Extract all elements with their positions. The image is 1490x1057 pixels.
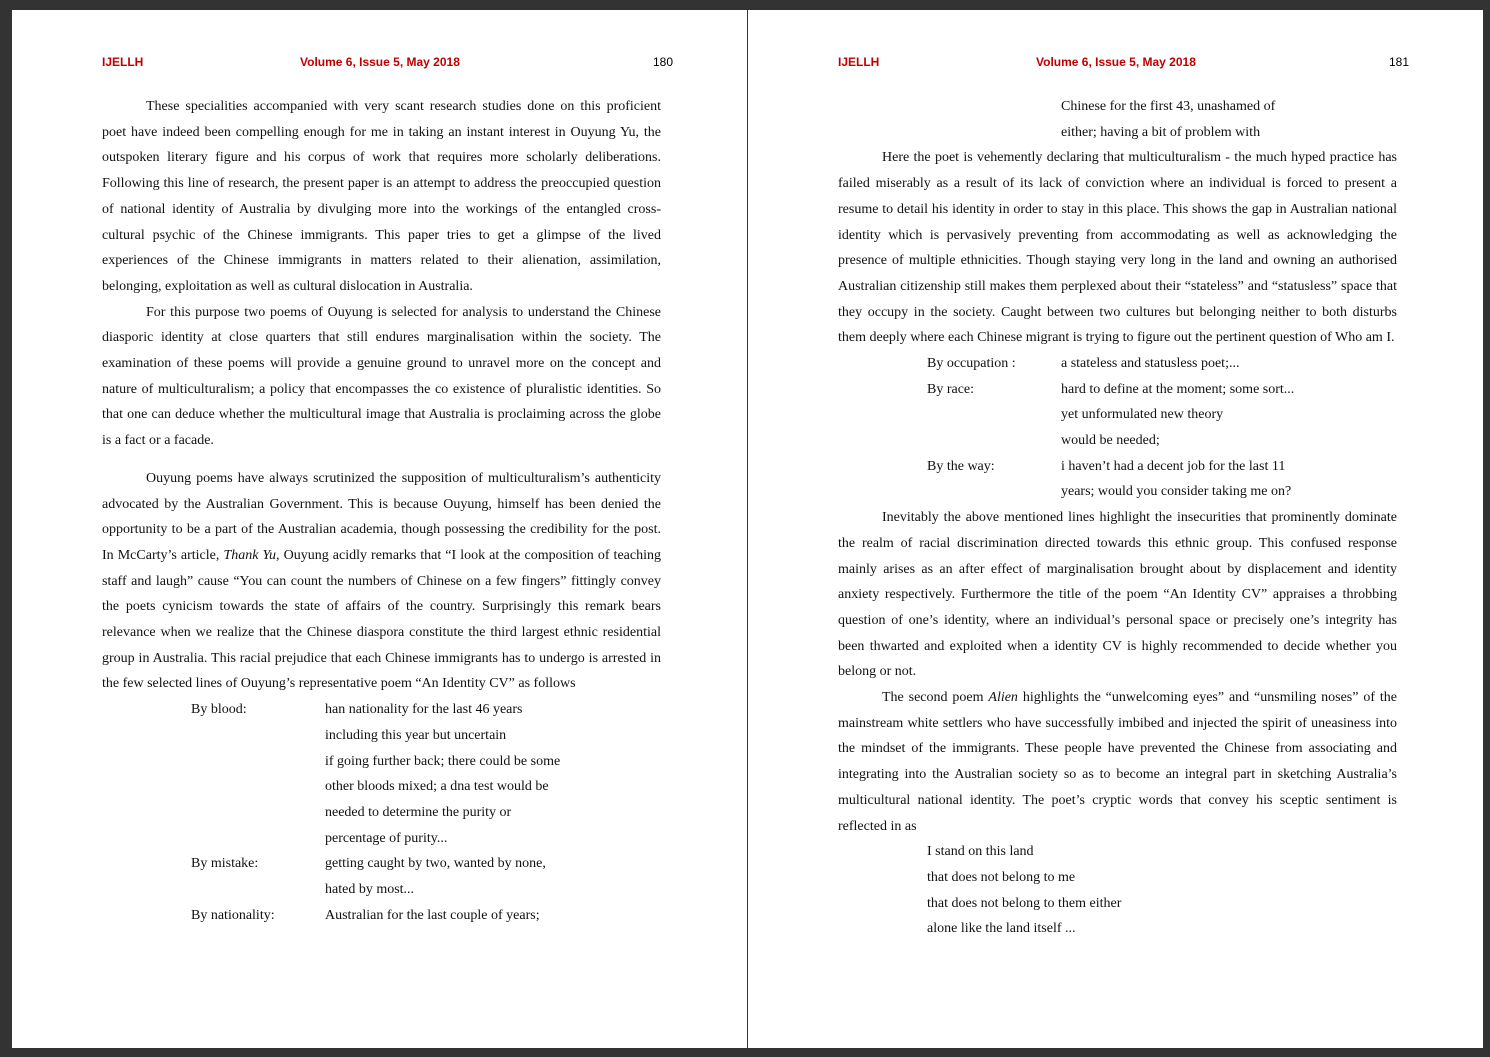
- italic-title: Alien: [988, 690, 1018, 706]
- volume-issue: Volume 6, Issue 5, May 2018: [1036, 55, 1196, 69]
- poem-line: Chinese for the first 43, unashamed of: [1061, 99, 1276, 114]
- poem-label: By occupation :: [927, 356, 1016, 372]
- verse-line: alone like the land itself ...: [927, 921, 1076, 937]
- paragraph: Here the poet is vehemently declaring that multiculturalism - the much hyped practice has failed miserably as a result of its lack of conviction where an individual is forced to present a resume to detail his identity in order to stay in this place. This shows the gap in Australian national identity which is pervasively preventing from accommodating as well as acknowledging the presence of multiple ethnicities. Though staying very long in the land and owning an authorised Australian citizenship still makes them perplexed about their “stateless” and “statusless” space that they occupy in the society. Caught between two cultures but belonging neither to both disturbs them deeply where each Chinese migrant is trying to figure out the pertinent question of Who am I.: [838, 150, 1397, 346]
- poem-line: i haven’t had a decent job for the last 11: [1061, 458, 1286, 474]
- page-body: [102, 94, 661, 928]
- verse-line: that does not belong to me: [927, 870, 1076, 885]
- journal-name: IJELLH: [838, 55, 880, 69]
- paragraph: For this purpose two poems of Ouyung is selected for analysis to understand the Chinese diasporic identity at close quarters that still endures marginalisation within the society. The examination of these poems will provide a genuine ground to unravel more on the concept and nature of multiculturalism; a policy that encompasses the co existence of pluralistic identities. So that one can deduce whether the multicultural image that Australia is proclaiming across the globe is a fact or a facade.: [102, 304, 661, 449]
- poem-line: would be needed;: [1061, 433, 1160, 449]
- poem-line: years; would you consider taking me on?: [1061, 484, 1292, 500]
- verse-line: that does not belong to them either: [927, 895, 1122, 911]
- poem-label: By race:: [927, 381, 975, 397]
- poem-label: By mistake:: [191, 856, 259, 872]
- poem-alien: [838, 839, 1397, 942]
- page-180: [12, 10, 747, 1048]
- page-number: 181: [1388, 55, 1409, 69]
- journal-name: IJELLH: [102, 55, 144, 69]
- page-number: 180: [652, 55, 673, 69]
- poem-line: percentage of purity...: [325, 830, 448, 846]
- poem-line: if going further back; there could be some: [325, 753, 561, 769]
- poem-line: hard to define at the moment; some sort...: [1061, 381, 1295, 397]
- poem-line: a stateless and statusless poet;...: [1061, 356, 1240, 372]
- verse-line: I stand on this land: [927, 844, 1034, 860]
- poem-line: getting caught by two, wanted by none,: [325, 856, 546, 872]
- page-body: [838, 94, 1397, 942]
- italic-title: Thank Yu: [223, 547, 277, 563]
- poem-line: hated by most...: [325, 881, 415, 897]
- poem-line: yet unformulated new theory: [1061, 407, 1224, 423]
- poem-label: By the way:: [927, 458, 995, 474]
- paragraph: The second poem Alien highlights the “unwelcoming eyes” and “unsmiling noses” of the mainstream white settlers who have successfully imbibed and injected the spirit of uneasiness into the mindset of the immigrants. These people have prevented the Chinese from associating and integrating into the Australian society so as to become an integral part in sketching Australia’s multicultural national identity. The poet’s cryptic words that convey his sceptic sentiment is reflected in as: [838, 690, 1397, 834]
- volume-issue: Volume 6, Issue 5, May 2018: [300, 55, 460, 69]
- paragraph: Ouyung poems have always scrutinized the supposition of multiculturalism’s authenticity advocated by the Australian Government. This is because Ouyung, himself has been denied the opportunity to be a part of the Australian academia, though possessing the credibility for the post. In McCarty’s article, Thank Yu, Ouyung acidly remarks that “I look at the composition of teaching staff and laugh” cause “You can count the numbers of Chinese on a few fingers” fittingly convey the poets cynicism towards the state of affairs of the country. Surprisingly this remark bears relevance when we realize that the Chinese diaspora constitute the third largest ethnic residential group in Australia. This racial prejudice that each Chinese immigrants has to undergo is arrested in the few selected lines of Ouyung’s representative poem “An Identity CV” as follows: [102, 470, 661, 692]
- paragraph: These specialities accompanied with very scant research studies done on this proficient poet have indeed been compelling enough for me in taking an instant interest in Ouyung Yu, the outspoken literary figure and his corpus of work that requires more scholarly deliberations. Following this line of research, the present paper is an attempt to address the preoccupied question of national identity of Australia by divulging more into the workings of the entangled cross- cultural psychic of the Chinese immigrants. This paper tries to get a glimpse of the lived experiences of the Chinese immigrants in matters related to their alienation, assimilation, belonging, exploitation as well as cultural dislocation in Australia.: [102, 99, 661, 294]
- poem-line: other bloods mixed; a dna test would be: [325, 779, 549, 795]
- poem-label: By nationality:: [191, 907, 275, 923]
- poem-label: By blood:: [191, 702, 247, 718]
- poem-identity-cv: [102, 697, 661, 928]
- poem-line: needed to determine the purity or: [325, 804, 512, 820]
- poem-line: Australian for the last couple of years;: [325, 907, 540, 923]
- page-181: [748, 10, 1483, 1048]
- poem-identity-cv-excerpt: [838, 351, 1397, 505]
- poem-line: either; having a bit of problem with: [1061, 124, 1261, 140]
- poem-line: han nationality for the last 46 years: [325, 702, 523, 718]
- poem-line: including this year but uncertain: [325, 727, 507, 743]
- paragraph: Inevitably the above mentioned lines highlight the insecurities that prominently dominate the realm of racial discrimination directed towards this ethnic group. This confused response mainly arises as an after effect of marginalisation brought about by displacement and identity anxiety respectively. Furthermore the title of the poem “An Identity CV” appraises a throbbing question of one’s identity, where an individual’s personal space or precisely one’s integrity has been thwarted and exploited when a identity CV is highly recommended to decide whether you belong or not.: [838, 510, 1397, 680]
